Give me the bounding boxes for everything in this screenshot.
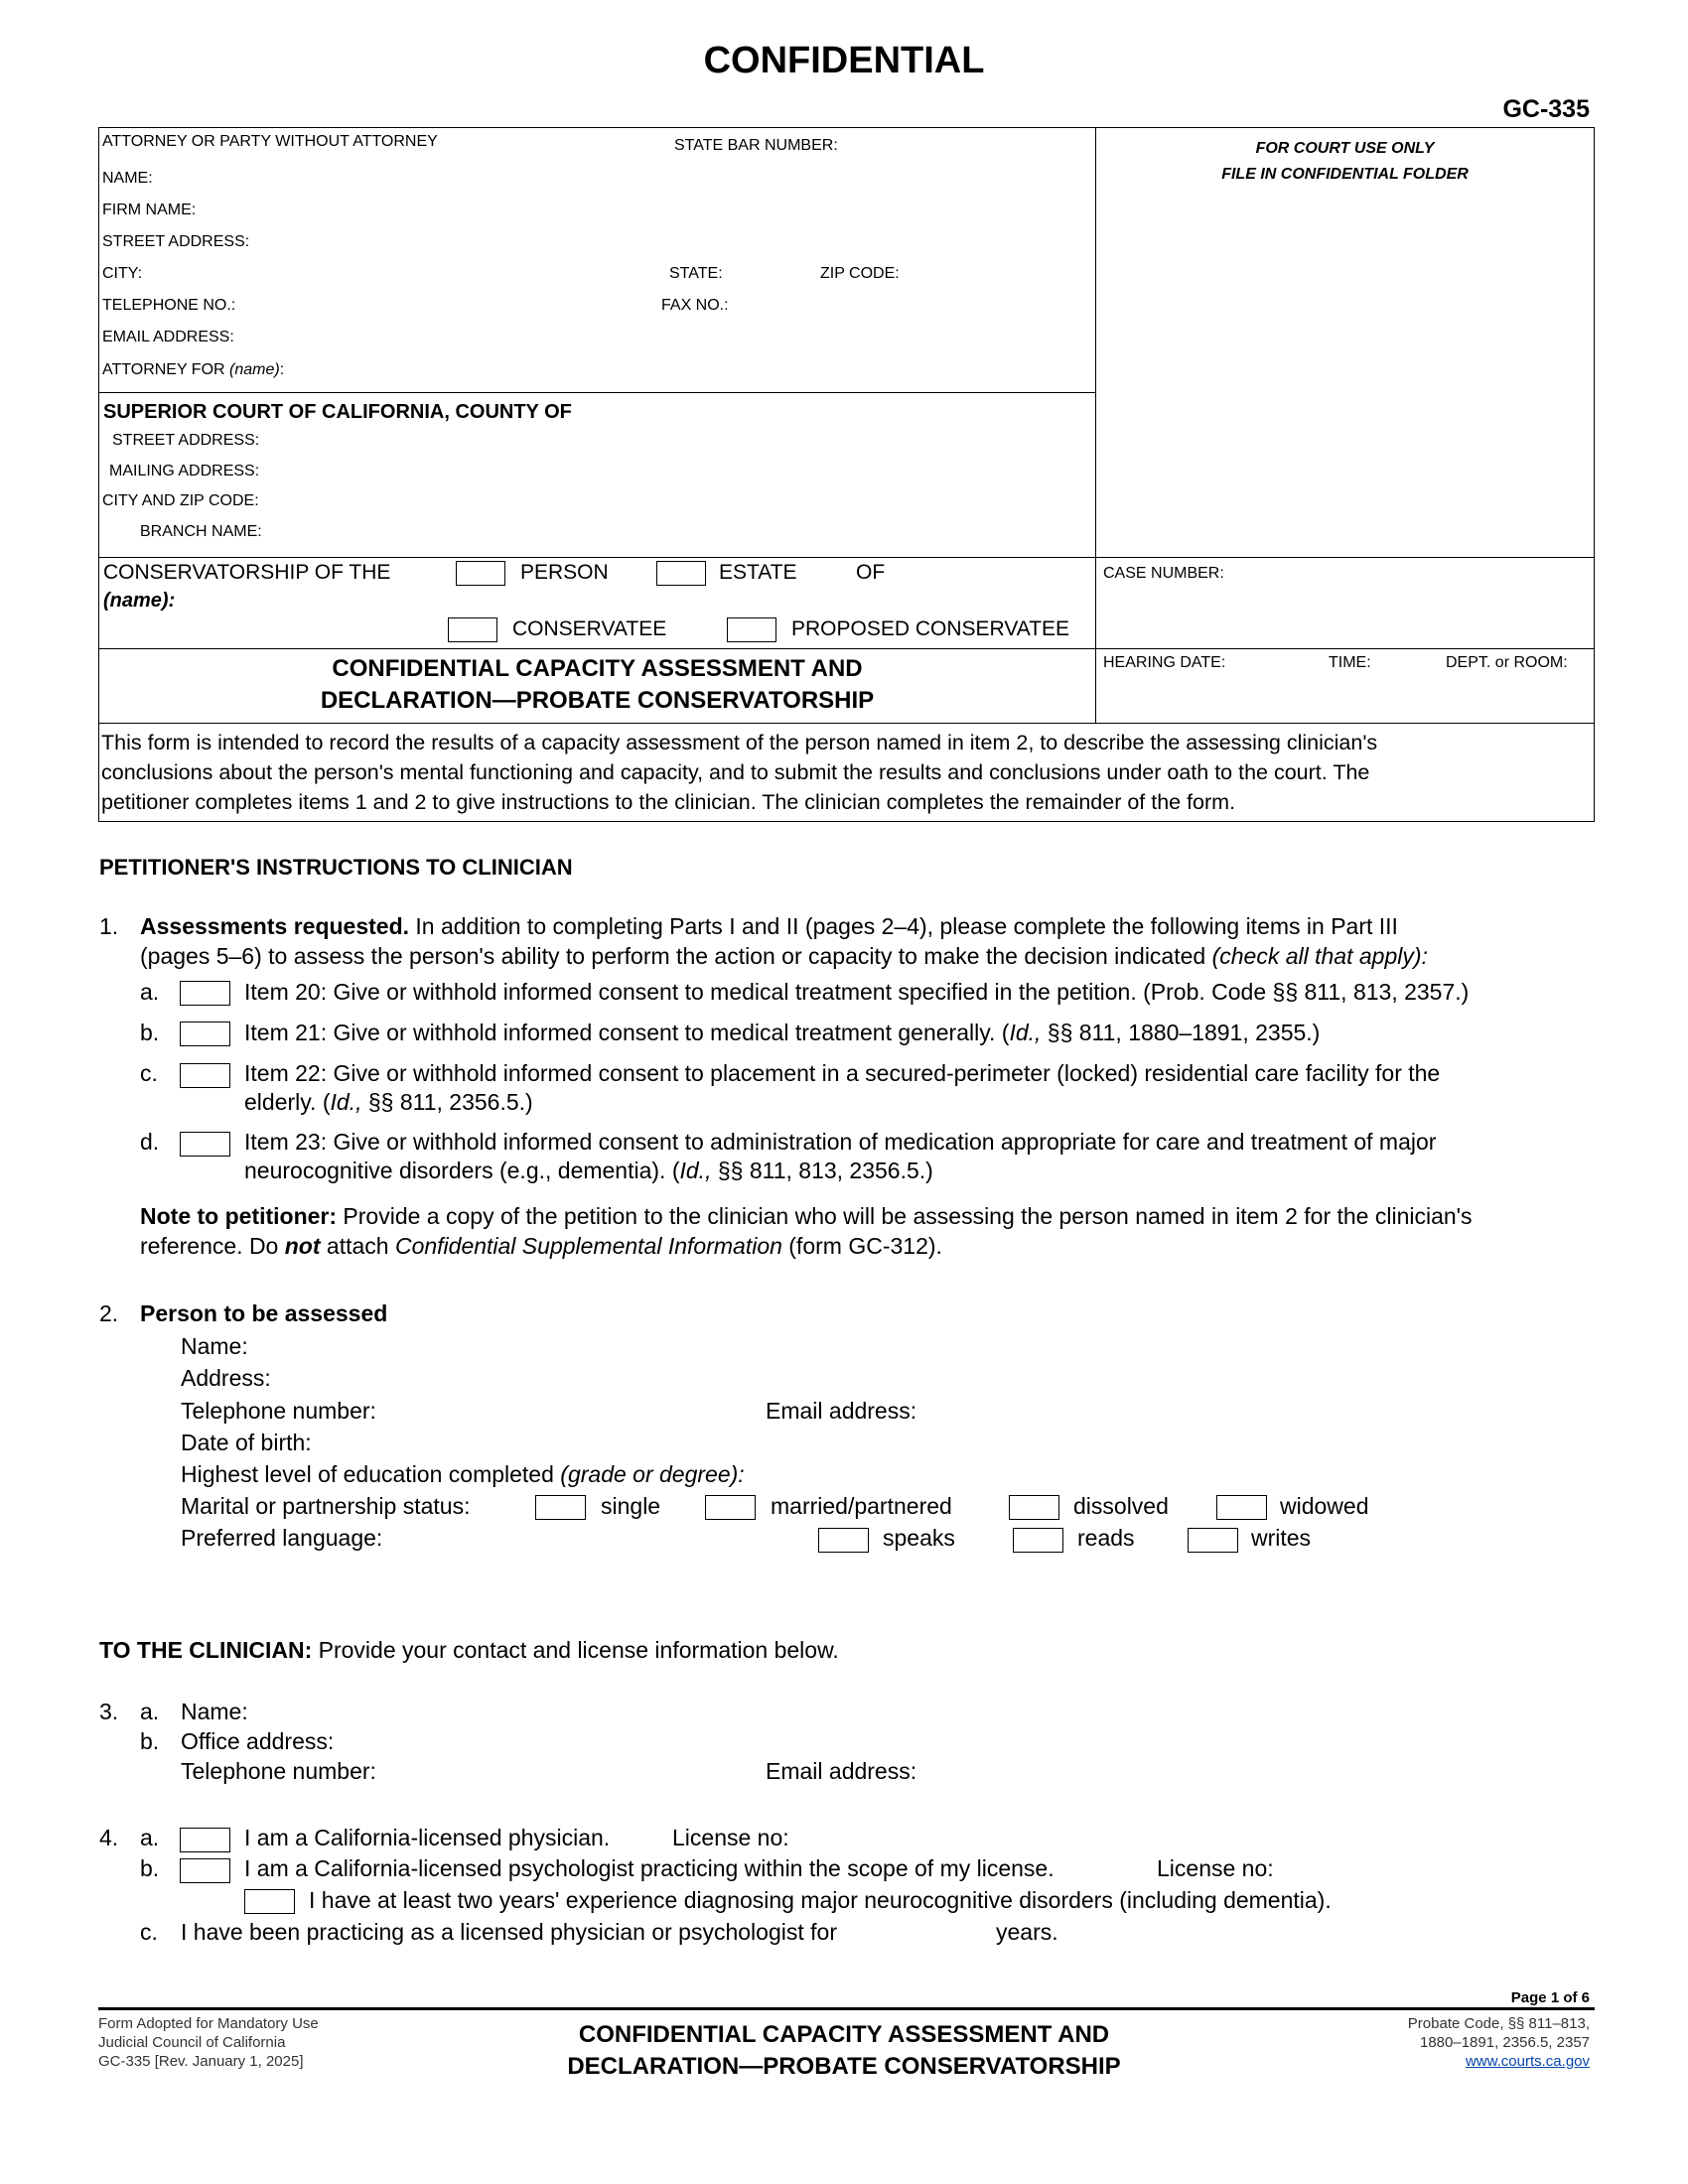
attorney-label: ATTORNEY OR PARTY WITHOUT ATTORNEY xyxy=(102,133,438,150)
proposed-conservatee-label: PROPOSED CONSERVATEE xyxy=(791,617,1070,640)
item-1d-line-2: neurocognitive disorders (e.g., dementia). (Id., §§ 811, 813, 2356.5.) xyxy=(244,1158,933,1183)
court-mailing-label: MAILING ADDRESS: xyxy=(109,463,260,479)
confidential-folder-label: FILE IN CONFIDENTIAL FOLDER xyxy=(1221,166,1469,183)
city-label: CITY: xyxy=(102,265,143,282)
intro-line-2: conclusions about the person's mental functioning and capacity, and to submit the results and conclusions under oath to the court. The xyxy=(101,760,1370,784)
single-checkbox[interactable] xyxy=(535,1495,586,1520)
item-1b-text: Item 21: Give or withhold informed consent to medical treatment generally. (Id., §§ 811, 1880–1891, 2355.) xyxy=(244,1020,1321,1045)
attorney-name-label: NAME: xyxy=(102,170,153,187)
item-1-line-2: (pages 5–6) to assess the person's ability to perform the action or capacity to make the decision indicated (check all that apply): xyxy=(140,943,1428,969)
intro-line-1: This form is intended to record the results of a capacity assessment of the person named in item 2, to describe the assessing clinician's xyxy=(101,731,1378,754)
item-1c-line-1: Item 22: Give or withhold informed consent to placement in a secured-perimeter (locked) residential care facility for the xyxy=(244,1060,1441,1086)
time-label: TIME: xyxy=(1329,654,1371,671)
intro-line-3: petitioner completes items 1 and 2 to give instructions to the clinician. The clinician completes the remainder of the form. xyxy=(101,790,1236,814)
item-1a-letter: a. xyxy=(140,979,160,1005)
footer-adopted-3: GC-335 [Rev. January 1, 2025] xyxy=(98,2053,304,2070)
item-1b-letter: b. xyxy=(140,1020,160,1045)
married-checkbox[interactable] xyxy=(705,1495,756,1520)
firm-name-label: FIRM NAME: xyxy=(102,202,197,218)
courts-website-link[interactable]: www.courts.ca.gov xyxy=(1465,2053,1590,2070)
instructions-heading: PETITIONER'S INSTRUCTIONS TO CLINICIAN xyxy=(99,855,573,880)
court-branch-label: BRANCH NAME: xyxy=(140,523,262,540)
item-23-checkbox[interactable] xyxy=(180,1132,230,1157)
item-1a-text: Item 20: Give or withhold informed consent to medical treatment specified in the petition. (Prob. Code §§ 811, 813, 2357.) xyxy=(244,979,1470,1005)
speaks-checkbox[interactable] xyxy=(818,1528,869,1553)
item-4-number: 4. xyxy=(99,1825,119,1850)
court-use-only-label: FOR COURT USE ONLY xyxy=(1255,140,1435,157)
hearing-date-label: HEARING DATE: xyxy=(1103,654,1226,671)
years-label: years. xyxy=(996,1919,1058,1945)
conservatee-label: CONSERVATEE xyxy=(512,617,667,640)
footer-adopted-1: Form Adopted for Mandatory Use xyxy=(98,2015,319,2032)
conservatee-name-label: (name): xyxy=(103,590,176,612)
dept-room-label: DEPT. or ROOM: xyxy=(1446,654,1568,671)
widowed-label: widowed xyxy=(1280,1493,1369,1519)
court-city-zip-label: CITY AND ZIP CODE: xyxy=(102,492,259,509)
item-1d-line-1: Item 23: Give or withhold informed consent to administration of medication appropriate for care and treatment of major xyxy=(244,1129,1437,1155)
marital-status-label: Marital or partnership status: xyxy=(181,1493,471,1519)
state-bar-label: STATE BAR NUMBER: xyxy=(674,137,838,154)
item-1-number: 1. xyxy=(99,913,119,939)
fax-label: FAX NO.: xyxy=(661,297,729,314)
form-number: GC-335 xyxy=(1502,95,1590,123)
footer-code-1: Probate Code, §§ 811–813, xyxy=(1407,2015,1590,2032)
footer-title-line-2: DECLARATION—PROBATE CONSERVATORSHIP xyxy=(567,2053,1121,2080)
proposed-conservatee-checkbox[interactable] xyxy=(727,617,776,642)
writes-label: writes xyxy=(1251,1525,1312,1551)
form-title-line-2: DECLARATION—PROBATE CONSERVATORSHIP xyxy=(320,687,875,714)
person-dob-label: Date of birth: xyxy=(181,1430,312,1455)
person-checkbox[interactable] xyxy=(456,561,505,586)
reads-checkbox[interactable] xyxy=(1013,1528,1063,1553)
practicing-years-label: I have been practicing as a licensed physician or psychologist for xyxy=(181,1919,837,1945)
speaks-label: speaks xyxy=(883,1525,955,1551)
footer-rule xyxy=(98,2007,1595,2010)
married-label: married/partnered xyxy=(771,1493,952,1519)
dementia-experience-checkbox[interactable] xyxy=(244,1889,295,1914)
clinician-telephone-label: Telephone number: xyxy=(181,1758,376,1784)
clinician-office-label: Office address: xyxy=(181,1728,335,1754)
item-1d-letter: d. xyxy=(140,1129,160,1155)
state-label: STATE: xyxy=(669,265,723,282)
page-header-confidential: CONFIDENTIAL xyxy=(703,40,985,81)
physician-license-label: License no: xyxy=(672,1825,789,1850)
item-21-checkbox[interactable] xyxy=(180,1022,230,1046)
footer-title-line-1: CONFIDENTIAL CAPACITY ASSESSMENT AND xyxy=(578,2021,1110,2048)
clinician-name-label: Name: xyxy=(181,1699,248,1724)
email-label: EMAIL ADDRESS: xyxy=(102,329,234,345)
estate-checkbox[interactable] xyxy=(656,561,706,586)
item-3a-letter: a. xyxy=(140,1699,160,1724)
psychologist-license-label: License no: xyxy=(1157,1855,1274,1881)
person-telephone-label: Telephone number: xyxy=(181,1398,376,1424)
of-label: OF xyxy=(856,561,886,584)
item-1c-line-2: elderly. (Id., §§ 811, 2356.5.) xyxy=(244,1089,533,1115)
dissolved-label: dissolved xyxy=(1073,1493,1169,1519)
footer-code-2: 1880–1891, 2356.5, 2357 xyxy=(1420,2034,1590,2051)
single-label: single xyxy=(601,1493,661,1519)
form-title-line-1: CONFIDENTIAL CAPACITY ASSESSMENT AND xyxy=(332,655,863,682)
caption-attorney-box xyxy=(98,127,1096,393)
court-title: SUPERIOR COURT OF CALIFORNIA, COUNTY OF xyxy=(103,401,572,423)
person-address-label: Address: xyxy=(181,1365,271,1391)
reads-label: reads xyxy=(1077,1525,1135,1551)
item-3b-letter: b. xyxy=(140,1728,160,1754)
conservatorship-label: CONSERVATORSHIP OF THE xyxy=(103,561,391,584)
note-to-petitioner-line-2: reference. Do not attach Confidential Supplemental Information (form GC-312). xyxy=(140,1233,942,1259)
conservatee-checkbox[interactable] xyxy=(448,617,497,642)
clinician-heading: TO THE CLINICIAN: Provide your contact and license information below. xyxy=(99,1637,839,1663)
page-number: Page 1 of 6 xyxy=(1510,1989,1590,2006)
case-number-label: CASE NUMBER: xyxy=(1103,565,1224,582)
person-education-label: Highest level of education completed (grade or degree): xyxy=(181,1461,745,1487)
psychologist-label: I am a California-licensed psychologist practicing within the scope of my license. xyxy=(244,1855,1055,1881)
widowed-checkbox[interactable] xyxy=(1216,1495,1267,1520)
preferred-language-label: Preferred language: xyxy=(181,1525,383,1551)
item-4a-letter: a. xyxy=(140,1825,160,1850)
person-name-label: Name: xyxy=(181,1333,248,1359)
item-4b-letter: b. xyxy=(140,1855,160,1881)
caption-court-use-box xyxy=(1095,127,1595,558)
physician-label: I am a California-licensed physician. xyxy=(244,1825,611,1850)
item-22-checkbox[interactable] xyxy=(180,1063,230,1088)
item-1-line-1: Assessments requested. In addition to completing Parts I and II (pages 2–4), please complete the following items in Part III xyxy=(140,913,1398,939)
item-1c-letter: c. xyxy=(140,1060,158,1086)
physician-checkbox[interactable] xyxy=(180,1828,230,1852)
item-3-number: 3. xyxy=(99,1699,119,1724)
note-to-petitioner-line-1: Note to petitioner: Provide a copy of the petition to the clinician who will be assessing the person named in item 2 for the clinician's xyxy=(140,1203,1473,1229)
footer-adopted-2: Judicial Council of California xyxy=(98,2034,286,2051)
telephone-label: TELEPHONE NO.: xyxy=(102,297,236,314)
item-20-checkbox[interactable] xyxy=(180,981,230,1006)
court-street-label: STREET ADDRESS: xyxy=(112,432,260,449)
item-2-heading: Person to be assessed xyxy=(140,1300,388,1326)
person-label: PERSON xyxy=(520,561,609,584)
person-email-label: Email address: xyxy=(766,1398,917,1424)
clinician-email-label: Email address: xyxy=(766,1758,917,1784)
item-4c-letter: c. xyxy=(140,1919,158,1945)
attorney-for-label: ATTORNEY FOR (name): xyxy=(102,361,285,378)
zip-label: ZIP CODE: xyxy=(820,265,900,282)
writes-checkbox[interactable] xyxy=(1188,1528,1238,1553)
dissolved-checkbox[interactable] xyxy=(1009,1495,1059,1520)
dementia-experience-label: I have at least two years' experience diagnosing major neurocognitive disorders (including dementia). xyxy=(309,1887,1332,1913)
street-address-label: STREET ADDRESS: xyxy=(102,233,250,250)
psychologist-checkbox[interactable] xyxy=(180,1858,230,1883)
item-2-number: 2. xyxy=(99,1300,119,1326)
estate-label: ESTATE xyxy=(719,561,797,584)
